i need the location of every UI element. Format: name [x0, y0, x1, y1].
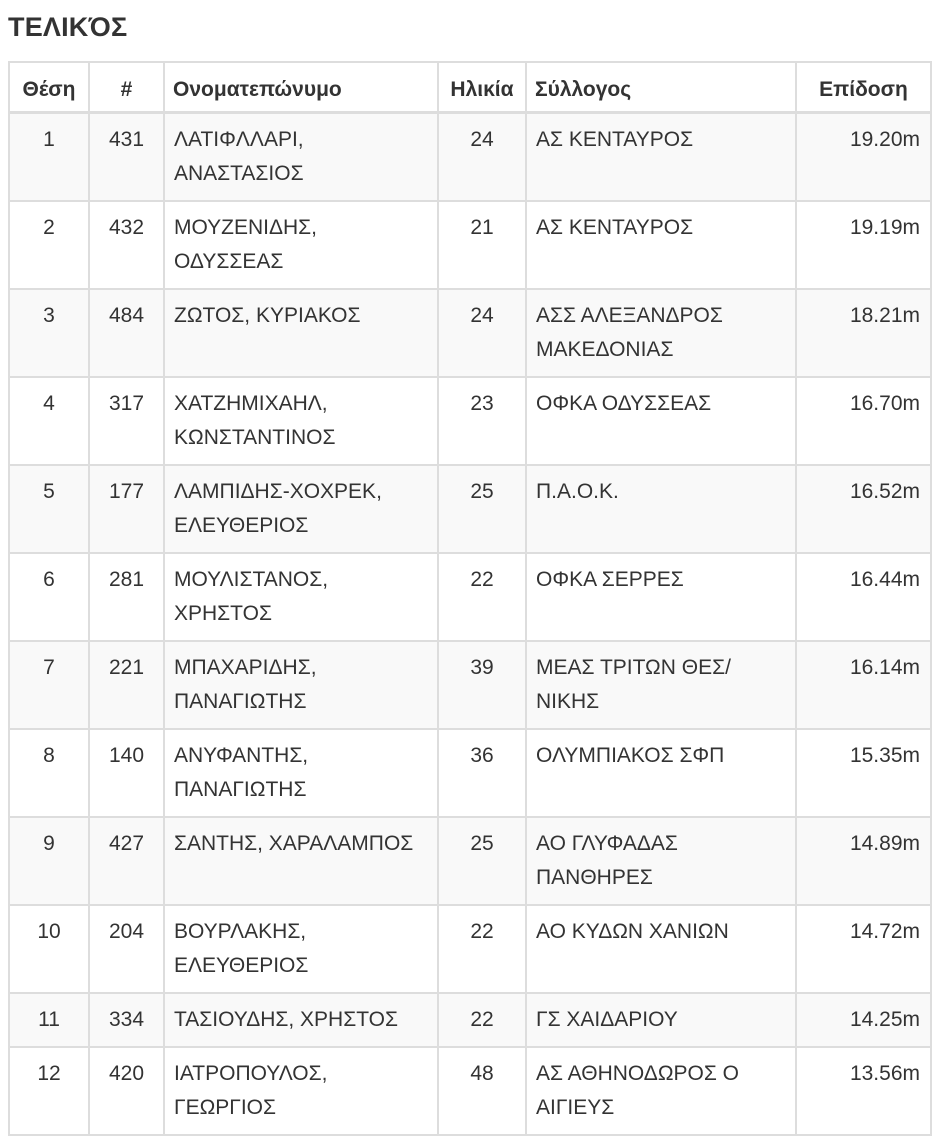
position-cell: 11 — [9, 993, 89, 1047]
age-cell: 22 — [438, 993, 526, 1047]
athlete-name-cell: ΖΩΤΟΣ, ΚΥΡΙΑΚΟΣ — [164, 289, 438, 377]
bib-cell: 484 — [89, 289, 164, 377]
athlete-name-cell: ΤΑΣΙΟΥΔΗΣ, ΧΡΗΣΤΟΣ — [164, 993, 438, 1047]
column-header-age: Ηλικία — [438, 62, 526, 113]
table-row — [9, 201, 931, 289]
athlete-name-cell: ΛΑΤΙΦΛΛΑΡΙ, ΑΝΑΣΤΑΣΙΟΣ — [164, 113, 438, 202]
club-cell: ΟΛΥΜΠΙΑΚΟΣ ΣΦΠ — [526, 729, 796, 817]
club-cell: ΓΣ ΧΑΙΔΑΡΙΟΥ — [526, 993, 796, 1047]
age-cell: 25 — [438, 465, 526, 553]
athlete-name-cell: ΜΟΥΖΕΝΙΔΗΣ, ΟΔΥΣΣΕΑΣ — [164, 201, 438, 289]
bib-cell: 221 — [89, 641, 164, 729]
table-row — [9, 641, 931, 729]
club-cell: ΑΣ ΚΕΝΤΑΥΡΟΣ — [526, 113, 796, 202]
mark-cell: 19.20m — [796, 113, 931, 202]
age-cell: 25 — [438, 817, 526, 905]
table-row — [9, 289, 931, 377]
position-cell: 6 — [9, 553, 89, 641]
table-row — [9, 465, 931, 553]
column-header-bib: # — [89, 62, 164, 113]
mark-cell: 15.35m — [796, 729, 931, 817]
position-cell: 4 — [9, 377, 89, 465]
bib-cell: 177 — [89, 465, 164, 553]
age-cell: 39 — [438, 641, 526, 729]
athlete-name-cell: ΜΟΥΛΙΣΤΑΝΟΣ, ΧΡΗΣΤΟΣ — [164, 553, 438, 641]
position-cell: 12 — [9, 1047, 89, 1135]
bib-cell: 281 — [89, 553, 164, 641]
club-cell: ΟΦΚΑ ΟΔΥΣΣΕΑΣ — [526, 377, 796, 465]
table-row — [9, 729, 931, 817]
position-cell: 7 — [9, 641, 89, 729]
table-row — [9, 1047, 931, 1135]
club-cell: ΜΕΑΣ ΤΡΙΤΩΝ ΘΕΣ/ΝΙΚΗΣ — [526, 641, 796, 729]
bib-cell: 431 — [89, 113, 164, 202]
athlete-name-cell: ΜΠΑΧΑΡΙΔΗΣ, ΠΑΝΑΓΙΩΤΗΣ — [164, 641, 438, 729]
mark-cell: 19.19m — [796, 201, 931, 289]
bib-cell: 427 — [89, 817, 164, 905]
athlete-name-cell: ΧΑΤΖΗΜΙΧΑΗΛ, ΚΩΝΣΤΑΝΤΙΝΟΣ — [164, 377, 438, 465]
mark-cell: 18.21m — [796, 289, 931, 377]
bib-cell: 140 — [89, 729, 164, 817]
position-cell: 10 — [9, 905, 89, 993]
club-cell: ΑΣ ΑΘΗΝΟΔΩΡΟΣ Ο ΑΙΓΙΕΥΣ — [526, 1047, 796, 1135]
mark-cell: 16.14m — [796, 641, 931, 729]
bib-cell: 334 — [89, 993, 164, 1047]
column-header-name: Ονοματεπώνυμο — [164, 62, 438, 113]
club-cell: Π.Α.Ο.Κ. — [526, 465, 796, 553]
bib-cell: 432 — [89, 201, 164, 289]
mark-cell: 16.70m — [796, 377, 931, 465]
club-cell: ΑΣ ΚΕΝΤΑΥΡΟΣ — [526, 201, 796, 289]
age-cell: 22 — [438, 553, 526, 641]
club-cell: ΑΟ ΚΥΔΩΝ ΧΑΝΙΩΝ — [526, 905, 796, 993]
mark-cell: 14.25m — [796, 993, 931, 1047]
table-row — [9, 817, 931, 905]
age-cell: 21 — [438, 201, 526, 289]
mark-cell: 14.72m — [796, 905, 931, 993]
club-cell: ΑΣΣ ΑΛΕΞΑΝΔΡΟΣ ΜΑΚΕΔΟΝΙΑΣ — [526, 289, 796, 377]
results-table — [8, 61, 932, 1136]
athlete-name-cell: ΛΑΜΠΙΔΗΣ-ΧΟΧΡΕΚ, ΕΛΕΥΘΕΡΙΟΣ — [164, 465, 438, 553]
age-cell: 23 — [438, 377, 526, 465]
age-cell: 36 — [438, 729, 526, 817]
mark-cell: 14.89m — [796, 817, 931, 905]
position-cell: 2 — [9, 201, 89, 289]
table-header-row — [9, 62, 931, 113]
table-row — [9, 377, 931, 465]
athlete-name-cell: ΙΑΤΡΟΠΟΥΛΟΣ, ΓΕΩΡΓΙΟΣ — [164, 1047, 438, 1135]
page-title: ΤΕΛΙΚΌΣ — [8, 12, 128, 42]
bib-cell: 204 — [89, 905, 164, 993]
club-cell: ΑΟ ΓΛΥΦΑΔΑΣ ΠΑΝΘΗΡΕΣ — [526, 817, 796, 905]
position-cell: 8 — [9, 729, 89, 817]
age-cell: 24 — [438, 113, 526, 202]
column-header-club: Σύλλογος — [526, 62, 796, 113]
position-cell: 9 — [9, 817, 89, 905]
table-row — [9, 905, 931, 993]
column-header-position: Θέση — [9, 62, 89, 113]
club-cell: ΟΦΚΑ ΣΕΡΡΕΣ — [526, 553, 796, 641]
column-header-mark: Επίδοση — [796, 62, 931, 113]
athlete-name-cell: ΣΑΝΤΗΣ, ΧΑΡΑΛΑΜΠΟΣ — [164, 817, 438, 905]
mark-cell: 16.44m — [796, 553, 931, 641]
position-cell: 3 — [9, 289, 89, 377]
bib-cell: 317 — [89, 377, 164, 465]
bib-cell: 420 — [89, 1047, 164, 1135]
athlete-name-cell: ΒΟΥΡΛΑΚΗΣ, ΕΛΕΥΘΕΡΙΟΣ — [164, 905, 438, 993]
mark-cell: 13.56m — [796, 1047, 931, 1135]
table-row — [9, 113, 931, 202]
age-cell: 48 — [438, 1047, 526, 1135]
mark-cell: 16.52m — [796, 465, 931, 553]
age-cell: 22 — [438, 905, 526, 993]
age-cell: 24 — [438, 289, 526, 377]
position-cell: 5 — [9, 465, 89, 553]
table-row — [9, 993, 931, 1047]
athlete-name-cell: ΑΝΥΦΑΝΤΗΣ, ΠΑΝΑΓΙΩΤΗΣ — [164, 729, 438, 817]
position-cell: 1 — [9, 113, 89, 202]
table-row — [9, 553, 931, 641]
